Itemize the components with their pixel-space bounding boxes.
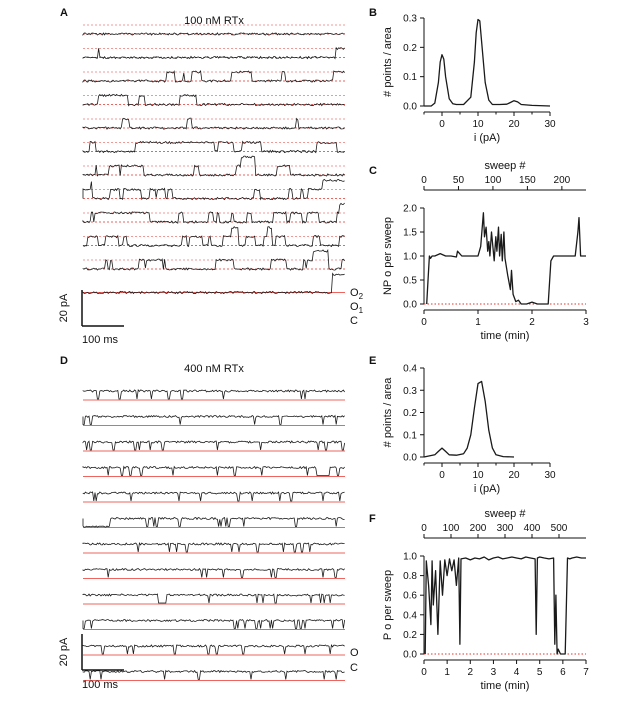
y-tick-label: 0.8 (403, 571, 417, 583)
x-tick-label: 2 (467, 667, 474, 678)
sweep-trace (83, 71, 345, 82)
y-tick-label: 0.1 (403, 430, 417, 442)
x-tick-label: 20 (508, 119, 520, 130)
sweep-trace (83, 141, 345, 152)
x-tick-label: 30 (544, 470, 556, 481)
panel-a (58, 7, 364, 346)
state-label-o2-letter: O (350, 287, 359, 299)
y-tick-label: 0.0 (403, 299, 417, 311)
sweep-trace (83, 250, 345, 270)
y-axis-label: # points / area (382, 27, 394, 97)
x-axis-label: i (pA) (473, 483, 501, 495)
top-tick-label: 50 (452, 175, 465, 186)
panel-c (369, 160, 589, 342)
x-tick-label: 10 (472, 470, 484, 481)
panel-a-traces (83, 25, 345, 294)
top-axis-label: sweep # (484, 160, 526, 172)
state-label-o2 (350, 287, 364, 301)
sweep-trace (83, 518, 345, 528)
y-tick-label: 0.3 (403, 385, 417, 397)
series-line (425, 557, 586, 654)
scalebar-t-label: 100 ms (81, 334, 119, 346)
sweep-trace (83, 492, 345, 501)
top-tick-label: 100 (442, 523, 460, 534)
x-tick-label: 30 (544, 119, 556, 130)
panel-b (369, 7, 556, 144)
x-tick-label: 5 (536, 667, 543, 678)
panel-a-title: 100 nM RTx (184, 15, 244, 27)
top-tick-label: 0 (421, 523, 427, 534)
panel-d-scalebar (58, 634, 124, 691)
x-tick-label: 0 (439, 470, 445, 481)
x-tick-label: 4 (513, 667, 520, 678)
x-tick-label: 0 (421, 317, 427, 328)
series-line (424, 20, 550, 107)
panel-f (369, 508, 589, 692)
panel-a-letter: A (60, 7, 68, 19)
state-label-o1 (350, 301, 364, 315)
sweep-trace (83, 594, 345, 603)
panel-d-letter: D (60, 355, 68, 367)
sweep-trace (83, 94, 345, 105)
sweep-trace (83, 156, 345, 176)
sweep-trace (83, 203, 345, 223)
y-axis-label: # points / area (382, 377, 394, 448)
state-label-o1-sub: 1 (358, 306, 364, 315)
top-tick-label: 200 (469, 523, 487, 534)
sweep-trace (83, 33, 345, 35)
sweep-trace (83, 179, 345, 199)
panel-b-letter: B (369, 7, 377, 19)
y-tick-label: 1.5 (403, 227, 417, 239)
sweep-trace (83, 416, 345, 425)
x-tick-label: 10 (472, 119, 484, 130)
sweep-trace (83, 390, 345, 399)
top-axis-label: sweep # (484, 508, 526, 520)
x-tick-label: 3 (583, 317, 589, 328)
x-tick-label: 0 (421, 667, 427, 678)
state-label-o: O (350, 647, 359, 659)
panel-f-letter: F (369, 513, 376, 525)
y-tick-label: 0.6 (403, 590, 417, 602)
panel-a-scalebar (58, 290, 124, 346)
panel-e (369, 355, 556, 495)
y-tick-label: 0.2 (403, 42, 417, 54)
top-tick-label: 500 (550, 523, 568, 534)
state-label-o1-letter: O (350, 301, 359, 313)
y-tick-label: 1.0 (403, 551, 417, 563)
y-tick-label: 0.0 (403, 101, 417, 113)
scalebar-t-label: 100 ms (81, 679, 119, 691)
top-tick-label: 300 (496, 523, 514, 534)
sweep-trace (83, 620, 345, 629)
series-line (424, 381, 514, 457)
y-tick-label: 1.0 (403, 251, 417, 263)
sweep-trace (83, 645, 345, 654)
sweep-trace (83, 274, 345, 294)
series-line (427, 213, 586, 304)
x-tick-label: 2 (529, 317, 535, 328)
y-tick-label: 0.2 (403, 629, 417, 641)
y-tick-label: 0.5 (403, 275, 417, 287)
x-tick-label: 1 (444, 667, 450, 678)
sweep-trace (83, 543, 345, 552)
x-axis-label: time (min) (480, 680, 530, 692)
panel-d-title: 400 nM RTx (184, 363, 244, 375)
state-label-c: C (350, 662, 358, 674)
sweep-trace (83, 227, 345, 247)
x-axis-label: time (min) (480, 330, 530, 342)
sweep-trace (83, 118, 345, 129)
sweep-trace (83, 48, 345, 59)
panel-d-traces (83, 390, 345, 681)
scalebar-v-label: 20 pA (58, 293, 70, 323)
x-tick-label: 7 (583, 667, 589, 678)
y-tick-label: 0.0 (403, 452, 417, 464)
top-tick-label: 150 (519, 175, 536, 186)
x-tick-label: 6 (560, 667, 566, 678)
y-tick-label: 0.3 (403, 13, 417, 25)
x-axis-label: i (pA) (473, 132, 501, 144)
state-label-o2-sub: 2 (358, 292, 364, 301)
x-tick-label: 1 (475, 317, 481, 328)
sweep-trace (83, 441, 345, 450)
state-label-c: C (350, 315, 358, 327)
sweep-trace (83, 467, 345, 476)
panel-c-letter: C (369, 165, 377, 177)
y-tick-label: 0.1 (403, 72, 417, 84)
y-axis-label: P o per sweep (382, 569, 394, 641)
y-tick-label: 0.0 (403, 649, 417, 661)
sweep-trace (83, 569, 345, 578)
sweep-trace (83, 671, 345, 680)
y-tick-label: 0.4 (403, 363, 417, 375)
top-tick-label: 100 (484, 175, 502, 186)
state-labels-a (350, 287, 364, 327)
x-tick-label: 20 (508, 470, 520, 481)
y-axis-label: NP o per sweep (382, 216, 394, 296)
top-tick-label: 400 (523, 523, 541, 534)
top-tick-label: 200 (553, 175, 571, 186)
scalebar-v-label: 20 pA (58, 637, 70, 667)
y-tick-label: 2.0 (403, 203, 417, 215)
panel-e-letter: E (369, 355, 377, 367)
y-tick-label: 0.4 (403, 610, 417, 622)
y-tick-label: 0.2 (403, 408, 417, 419)
top-tick-label: 0 (421, 175, 427, 186)
x-tick-label: 0 (439, 119, 445, 130)
panel-d (58, 355, 359, 691)
x-tick-label: 3 (490, 667, 497, 678)
